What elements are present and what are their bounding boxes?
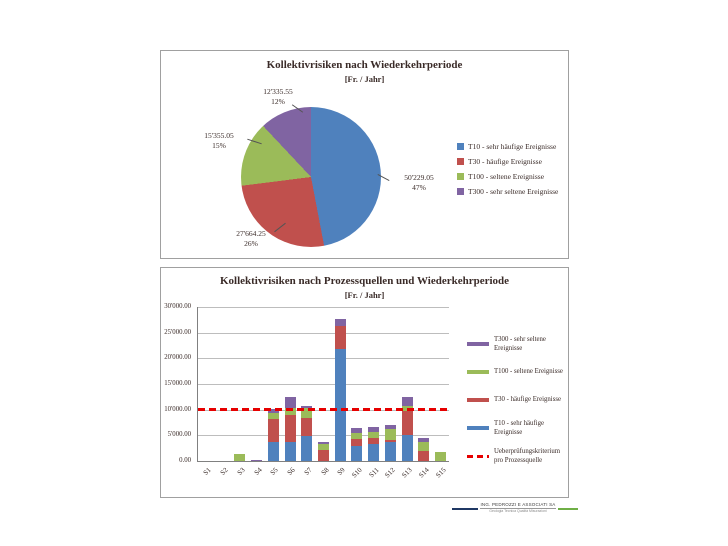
bar-segment-s15-t100	[435, 452, 446, 461]
y-axis-tick-label: 0.00	[179, 457, 191, 464]
bar-segment-s7-t10	[301, 436, 312, 461]
company-logo	[452, 500, 578, 518]
legend-swatch-icon	[467, 398, 489, 402]
pie-label-t300	[248, 87, 308, 107]
x-axis-tick-label: S8	[319, 466, 331, 477]
pie-chart-panel	[160, 50, 569, 259]
x-axis-tick-label: S15	[433, 466, 448, 480]
bar-stack-s3	[234, 454, 245, 461]
y-axis-tick-label: 30'000.00	[164, 303, 191, 310]
x-axis-tick-label: S6	[285, 466, 297, 477]
bar-legend-item	[467, 442, 563, 470]
gridline	[198, 333, 449, 334]
pie-legend-item	[457, 184, 558, 199]
logo-green-line	[558, 508, 578, 510]
pie-label-t10-value: 50'229.05	[404, 173, 434, 182]
bar-segment-s14-t30	[418, 451, 429, 461]
legend-swatch-icon	[457, 158, 464, 165]
bar-stack-s11	[368, 427, 379, 461]
x-axis-tick-label: S4	[252, 466, 264, 477]
bar-segment-s5-t10	[268, 442, 279, 462]
reference-line	[198, 408, 451, 411]
pie-legend-item	[457, 154, 558, 169]
pie-label-t100-value: 15'355.05	[204, 131, 234, 140]
gridline	[198, 358, 449, 359]
bar-segment-s6-t300	[285, 397, 296, 408]
pie-label-t30	[221, 229, 281, 249]
x-axis-tick-label: S13	[400, 466, 414, 480]
bar-segment-s11-t10	[368, 444, 379, 461]
bar-x-axis	[197, 464, 448, 490]
bar-segment-s12-t10	[385, 442, 396, 461]
bar-stack-s4	[251, 460, 262, 461]
logo-company-name: ING. PEDROZZI E ASSOCIATI SA	[480, 502, 556, 507]
legend-label: T30 - häufige Ereignisse	[468, 157, 542, 166]
bar-stack-s9	[335, 319, 346, 461]
legend-label: T100 - seltene Ereignisse	[468, 172, 545, 181]
legend-label: T100 - seltene Ereignisse	[494, 368, 563, 376]
bar-chart-panel	[160, 267, 569, 498]
pie-label-t100	[189, 131, 249, 151]
legend-label: T300 - sehr seltene Ereignisse	[468, 187, 559, 196]
bar-segment-s13-t300	[402, 397, 413, 405]
legend-label: Ueberprüfungskriterium pro Prozessquelle	[494, 447, 561, 464]
x-axis-tick-label: S10	[350, 466, 364, 480]
x-axis-tick-label: S1	[202, 466, 214, 477]
x-axis-tick-label: S9	[335, 466, 347, 477]
bar-chart-subtitle: [Fr. / Jahr]	[344, 290, 385, 300]
bar-stack-s5	[268, 409, 279, 461]
bar-segment-s7-t30	[301, 418, 312, 436]
bar-segment-s6-t30	[285, 415, 296, 441]
bar-stack-s15	[435, 452, 446, 461]
pie-label-t300-value: 12'335.55	[263, 87, 293, 96]
bar-stack-s12	[385, 425, 396, 461]
bar-segment-s6-t10	[285, 442, 296, 462]
bar-chart-title: Kollektivrisiken nach Prozessquellen und Wiederkehrperiode	[219, 275, 510, 287]
bar-segment-s9-t30	[335, 326, 346, 349]
bar-segment-s8-t30	[318, 450, 329, 461]
bar-stack-s6	[285, 397, 296, 461]
y-axis-tick-label: 5'000.00	[167, 431, 191, 439]
bar-stack-s7	[301, 406, 312, 461]
bar-legend-item	[467, 330, 563, 358]
pie-label-t30-pct: 26%	[244, 238, 258, 248]
legend-swatch-icon	[457, 188, 464, 195]
y-axis-tick-label: 20'000.00	[164, 354, 191, 362]
bar-plot	[197, 307, 449, 462]
legend-swatch-icon	[467, 455, 489, 458]
legend-swatch-icon	[457, 143, 464, 150]
legend-swatch-icon	[467, 426, 489, 430]
x-axis-tick-label: S7	[302, 466, 314, 477]
x-axis-tick-label: S11	[367, 466, 381, 480]
pie-legend-item	[457, 139, 558, 154]
pie-label-t300-pct: 12%	[271, 96, 285, 106]
bar-segment-s13-t10	[402, 435, 413, 461]
pie-label-t30-value: 27'664.25	[236, 229, 266, 238]
bar-segment-s4-t300	[251, 460, 262, 461]
x-axis-tick-label: S2	[218, 466, 230, 477]
legend-label: T10 - sehr häufige Ereignisse	[494, 419, 545, 436]
x-axis-tick-label: S12	[383, 466, 398, 480]
bar-legend	[467, 330, 563, 470]
bar-legend-item	[467, 358, 563, 386]
legend-label: T300 - sehr seltene Ereignisse	[494, 335, 546, 352]
legend-swatch-icon	[467, 370, 489, 374]
logo-text	[480, 502, 556, 513]
bar-segment-s3-t100	[234, 454, 245, 461]
bar-segment-s9-t300	[335, 319, 346, 326]
x-axis-tick-label: S14	[417, 466, 431, 480]
gridline	[198, 307, 449, 308]
bar-segment-s9-t10	[335, 349, 346, 461]
y-axis-tick-label: 15'000.00	[164, 380, 191, 387]
bar-segment-s14-t100	[418, 442, 429, 451]
pie-label-t100-pct: 15%	[212, 140, 226, 150]
pie-label-t10	[389, 173, 449, 193]
x-axis-tick-label: S3	[235, 466, 247, 477]
bar-stack-s10	[351, 428, 362, 461]
bar-y-axis	[161, 303, 193, 464]
bar-segment-s13-t30	[402, 411, 413, 435]
pie-legend	[457, 139, 558, 199]
gridline	[198, 384, 449, 385]
bar-segment-s10-t30	[351, 439, 362, 446]
bar-legend-item	[467, 414, 563, 442]
pie-chart-title: Kollektivrisiken nach Wiederkehrperiode	[266, 59, 463, 71]
legend-label: T10 - sehr häufige Ereignisse	[468, 142, 557, 151]
pie-chart-subtitle: [Fr. / Jahr]	[344, 74, 385, 84]
y-axis-tick-label: 25'000.00	[164, 328, 191, 336]
bar-segment-s12-t100	[385, 429, 396, 439]
logo-tagline: Geologia Tecnica Qualità Misurazioni	[489, 509, 547, 513]
pie-legend-item	[457, 169, 558, 184]
legend-label: T30 - häufige Ereignisse	[494, 396, 562, 404]
legend-swatch-icon	[467, 342, 489, 346]
bar-segment-s10-t10	[351, 446, 362, 461]
pie-label-t10-pct: 47%	[412, 182, 426, 192]
x-axis-tick-label: S5	[269, 466, 280, 477]
bar-stack-s14	[418, 438, 429, 461]
bar-stack-s8	[318, 442, 329, 461]
bar-legend-item	[467, 386, 563, 414]
y-axis-tick-label: 10'000.00	[164, 405, 191, 413]
logo-blue-line	[452, 508, 478, 510]
pie-chart	[241, 107, 381, 247]
legend-swatch-icon	[457, 173, 464, 180]
bar-segment-s5-t30	[268, 419, 279, 442]
